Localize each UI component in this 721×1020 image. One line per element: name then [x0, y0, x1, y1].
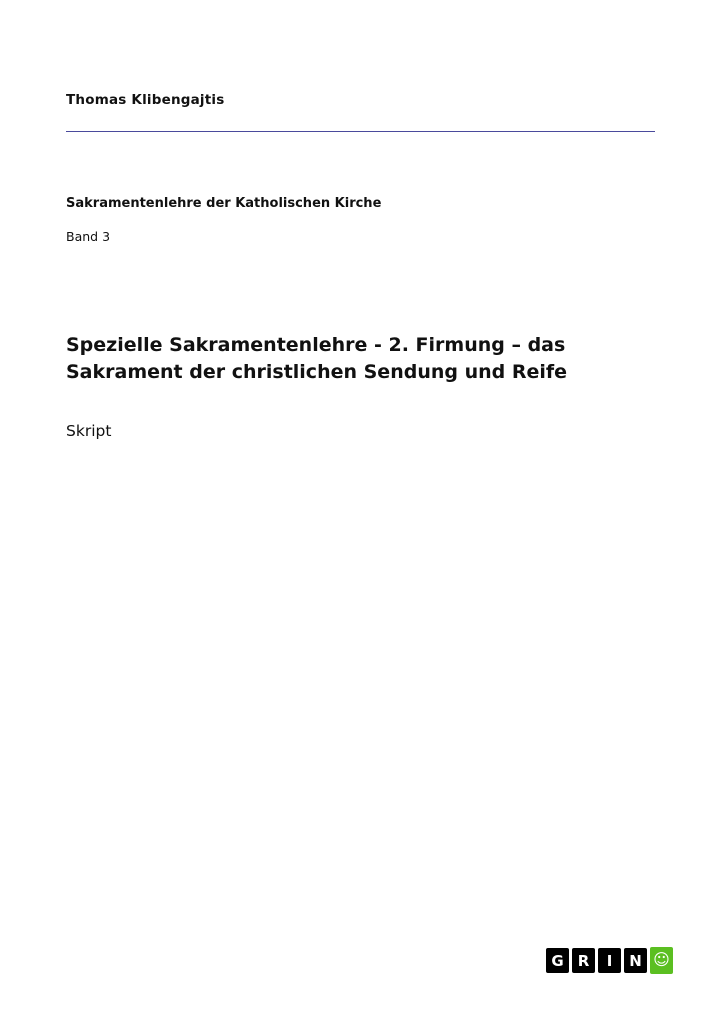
- header-divider: [66, 131, 655, 132]
- logo-letter-n: N: [624, 948, 647, 973]
- logo-letter-g: G: [546, 948, 569, 973]
- grin-logo: [546, 947, 673, 974]
- document-type-label: Skript: [66, 422, 112, 440]
- author-name: Thomas Klibengajtis: [66, 92, 225, 108]
- logo-letter-r: R: [572, 948, 595, 973]
- page-title: Spezielle Sakramentenlehre - 2. Firmung – das Sakrament der christlichen Sendung und Reife: [66, 334, 568, 383]
- series-title: Sakramentenlehre der Katholischen Kirche: [66, 196, 382, 211]
- logo-letter-i: I: [598, 948, 621, 973]
- series-volume: Band 3: [66, 229, 111, 244]
- smiley-icon: ☺: [650, 947, 673, 974]
